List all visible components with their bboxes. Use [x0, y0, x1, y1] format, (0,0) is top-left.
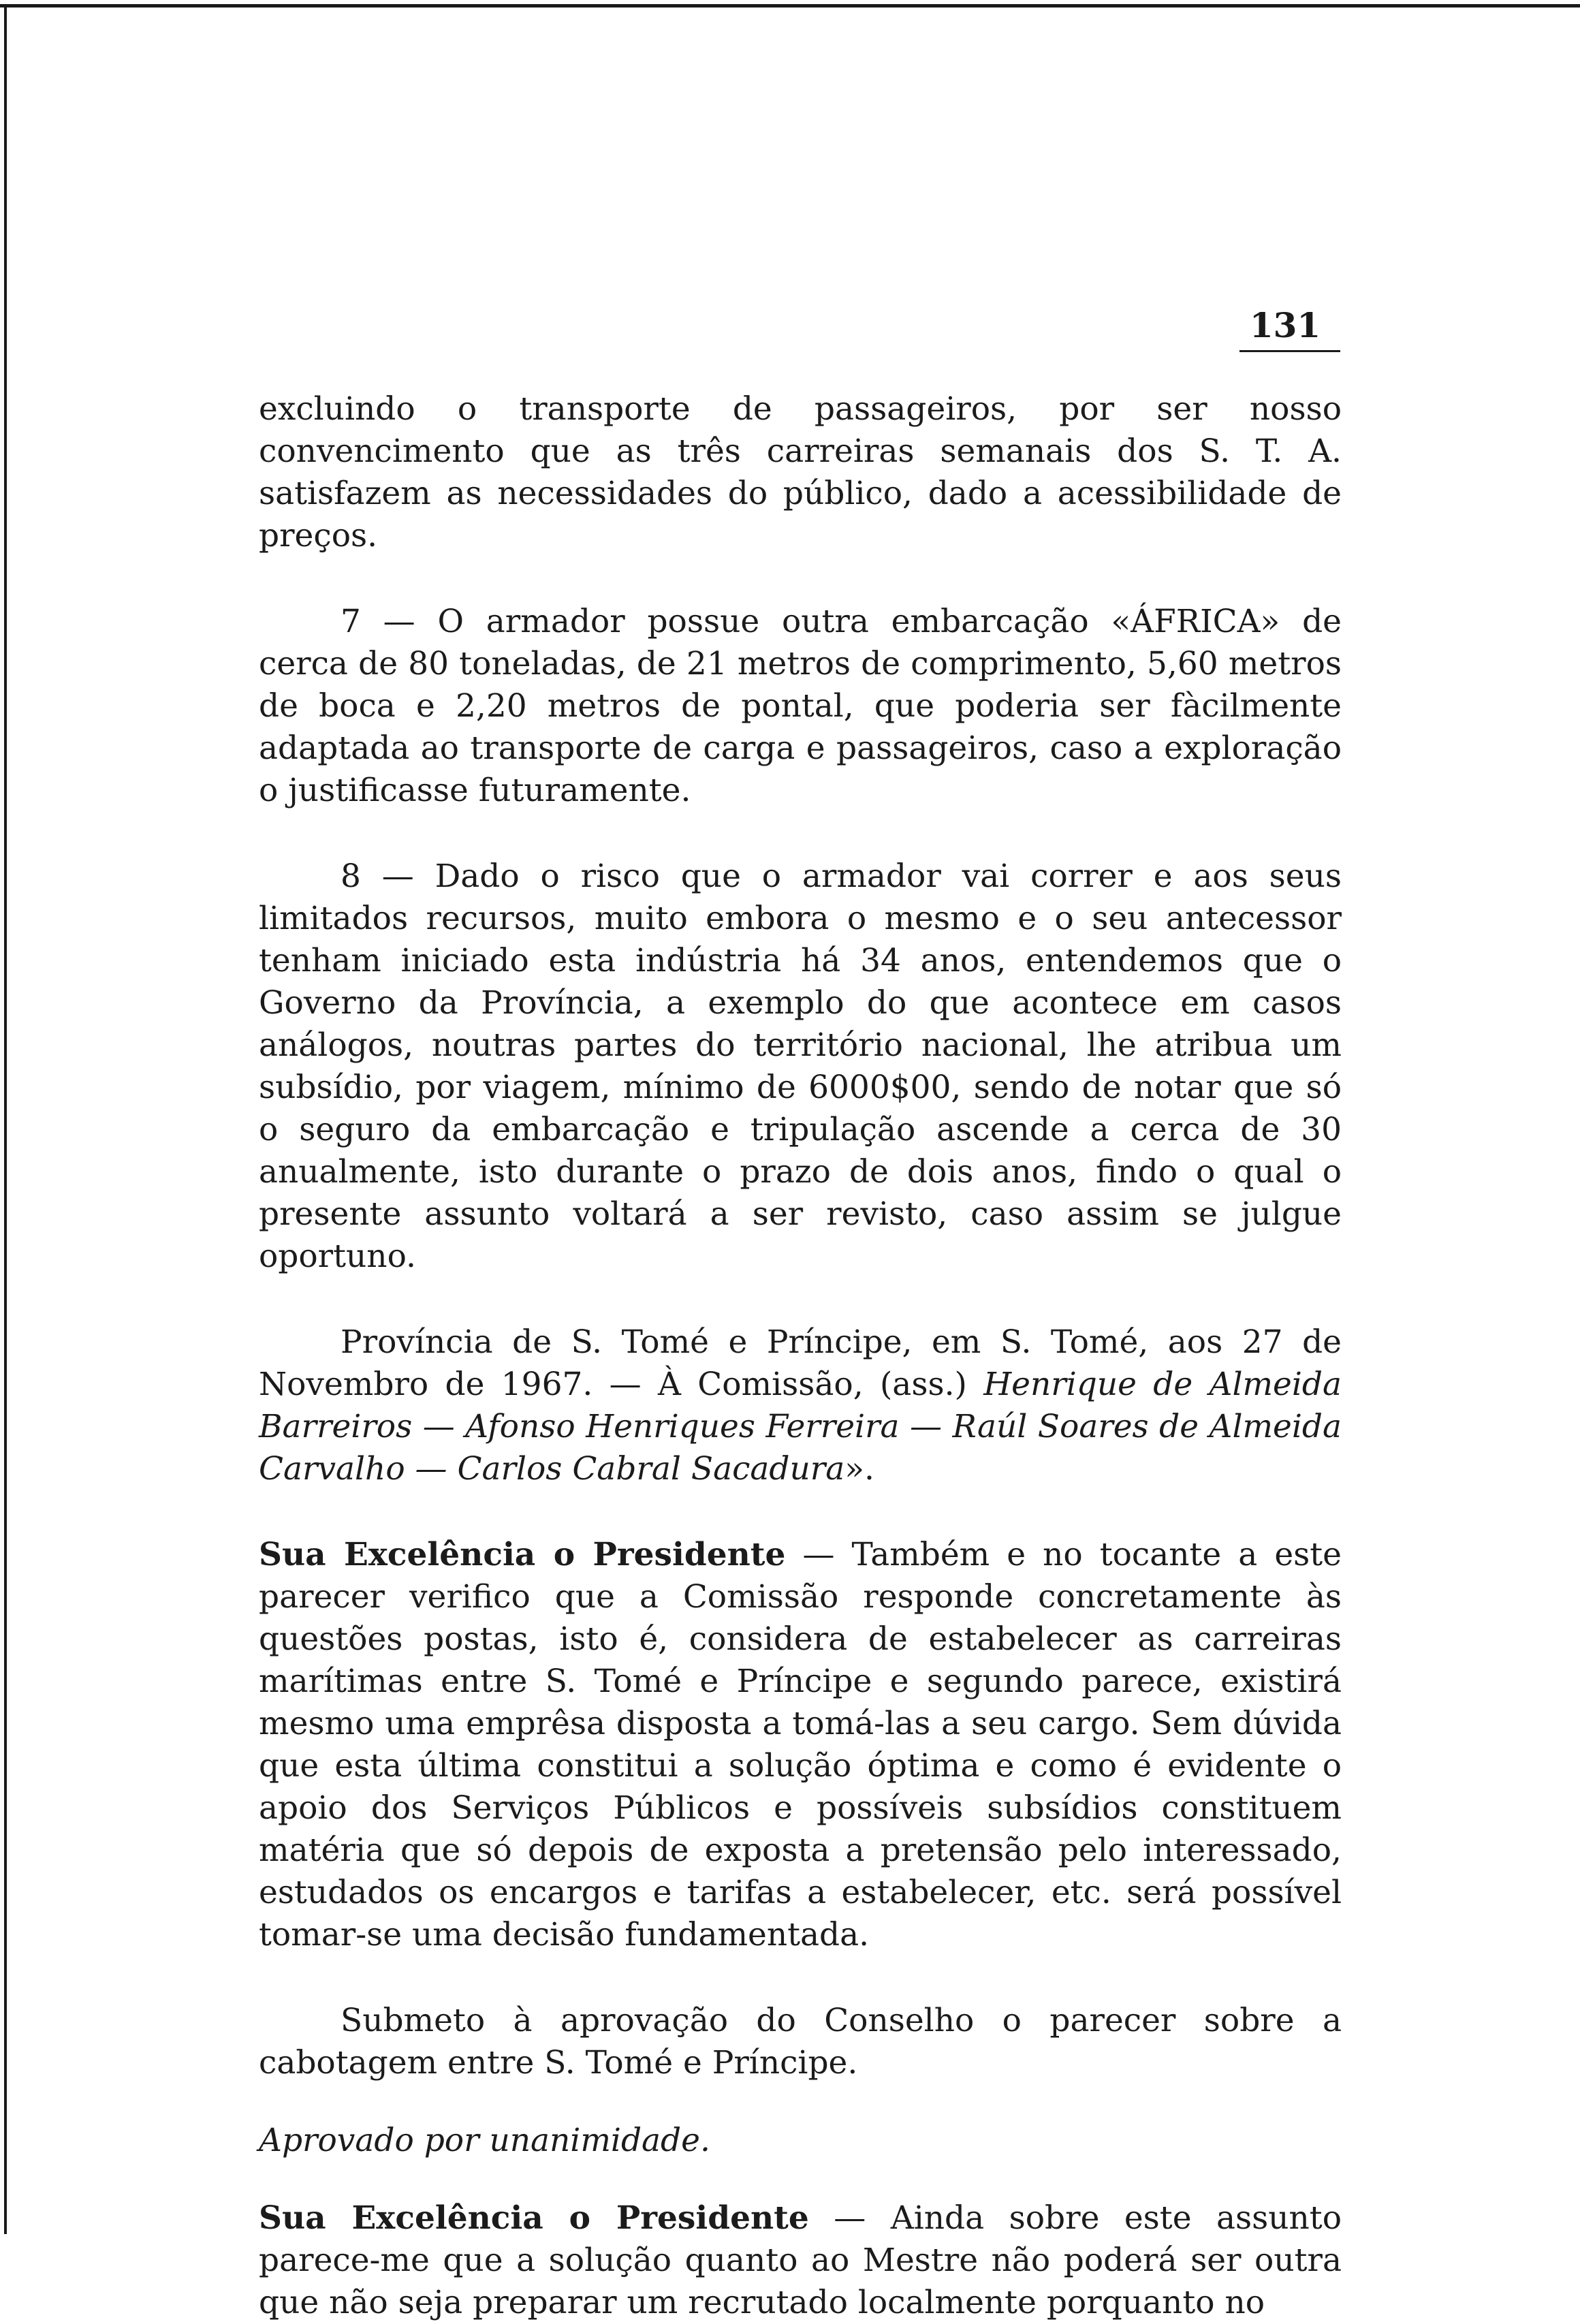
paragraph-item-8: 8 — Dado o risco que o armador vai correr e aos seus limitados recursos, muito embora o mesmo e o seu antecessor tenham iniciado esta indústria há 34 anos, entendemos que o Governo da Província, a exemplo do que acontece em casos análogos, noutras partes do território nacional, lhe atribua um subsídio, por viagem, mínimo de 6000$00, sendo de notar que só o seguro da embarcação e tripulação ascende a cerca de 30 anualmente, isto durante o prazo de dois anos, findo o qual o presente assunto voltará a ser revisto, caso assim se julgue oportuno.: [259, 858, 1342, 1275]
speaker-label: Sua Excelência o Presidente: [259, 1536, 786, 1573]
document-body: [259, 388, 1342, 2324]
speech-text: — Ainda sobre este assunto parece-me que a solução quanto ao Mestre não poderá ser outra que não seja preparar um recrutado localmente porquanto no: [259, 2199, 1342, 2321]
paragraph-continuation: excluindo o transporte de passageiros, por ser nosso convencimento que as três carreiras semanais dos S. T. A. satisfazem as necessidades do público, dado a acessibilidade de preços.: [259, 390, 1342, 554]
paragraph-president-remarks-2: [259, 2197, 1342, 2324]
top-border-rule: [0, 4, 1580, 7]
speech-text: — Também e no tocante a este parecer verifico que a Comissão responde concretamente às questões postas, isto é, considera de estabelecer as carreiras marítimas entre S. Tomé e Príncipe e segundo parece, existirá mesmo uma emprêsa disposta a tomá-las a seu cargo. Sem dúvida que esta última constitui a solução óptima e como é evidente o apoio dos Serviços Públicos e possíveis subsídios constituem matéria que só depois de exposta a pretensão pelo interessado, estudados os encargos e tarifas a estabelecer, etc. será possível tomar-se uma decisão fundamentada.: [259, 1536, 1342, 1953]
page-number: 131: [1249, 305, 1321, 345]
left-border-rule: [4, 4, 7, 2234]
signatories-names: Henrique de Almeida Barreiros — Afonso Henriques Ferreira — Raúl Soares de Almeida Carvalho — Carlos Cabral Sacadura: [259, 1366, 1342, 1488]
signature-intro-text: Província de S. Tomé e Príncipe, em S. Tomé, aos 27 de Novembro de 1967. — À Comissão, (ass.): [259, 1323, 1342, 1403]
page-number-underline: [1239, 350, 1340, 352]
paragraph-item-7: 7 — O armador possue outra embarcação «ÁFRICA» de cerca de 80 toneladas, de 21 metros de comprimento, 5,60 metros de boca e 2,20 metros de pontal, que poderia ser fàcilmente adaptada ao transporte de carga e passageiros, caso a exploração o justificasse futuramente.: [259, 603, 1342, 809]
approval-note: Aprovado por unanimidade.: [259, 2122, 710, 2159]
paragraph-president-remarks-1: [259, 1534, 1342, 1956]
speaker-label: Sua Excelência o Presidente: [259, 2199, 809, 2237]
paragraph-signature: [259, 1321, 1342, 1490]
signature-closing: ».: [844, 1450, 874, 1488]
paragraph-submission: Submeto à aprovação do Conselho o parecer sobre a cabotagem entre S. Tomé e Príncipe.: [259, 2002, 1342, 2082]
